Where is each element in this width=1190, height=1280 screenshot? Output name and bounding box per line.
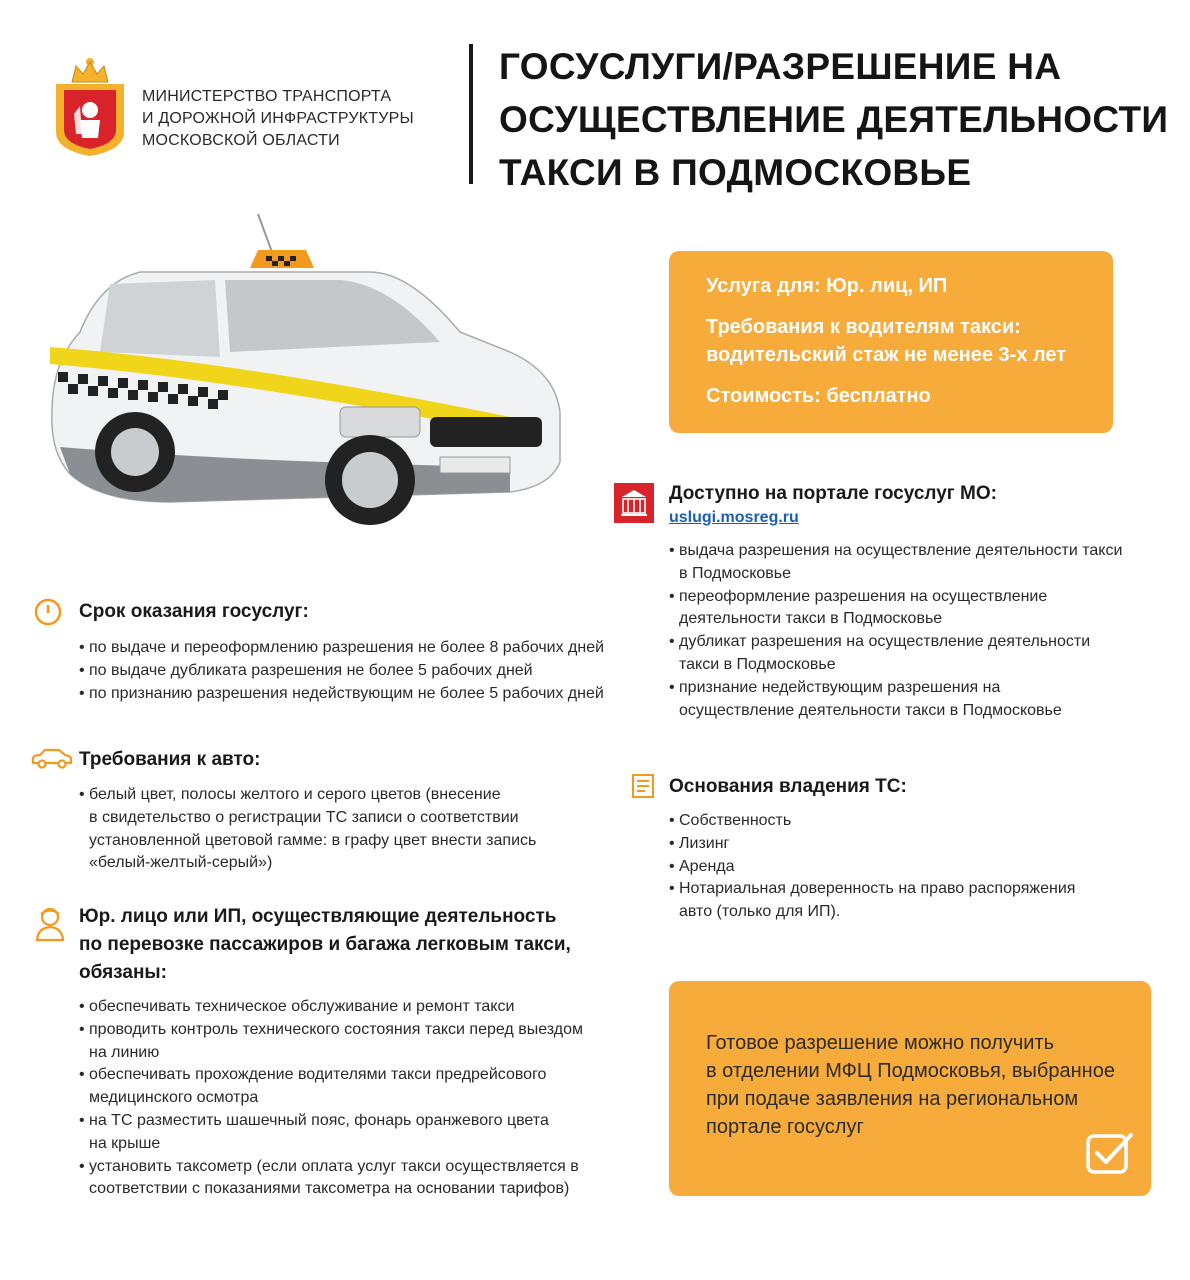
portal-services-list <box>669 540 1122 722</box>
portal-section <box>669 480 997 527</box>
mfc-line: в отделении МФЦ Подмосковья, выбранное <box>706 1060 1115 1082</box>
duties-list <box>79 996 583 1201</box>
portal-icon <box>614 483 654 528</box>
term-heading: Срок оказания госуслуг: <box>79 601 309 622</box>
taxi-car-illustration <box>40 212 570 547</box>
list-item: • обеспечивать прохождение водителями такси предрейсового медицинского осмотра <box>79 1064 583 1110</box>
person-icon <box>35 906 65 947</box>
car-requirements-list <box>79 784 536 875</box>
mfc-line: Готовое разрешение можно получить <box>706 1032 1055 1054</box>
ministry-line: И ДОРОЖНОЙ ИНФРАСТРУКТУРЫ <box>142 110 414 127</box>
list-item: • Нотариальная доверенность на право распоряжения авто (только для ИП). <box>669 878 1075 924</box>
portal-link[interactable]: uslugi.mosreg.ru <box>669 509 799 526</box>
list-item: • на ТС разместить шашечный пояс, фонарь оранжевого цвета на крыше <box>79 1110 583 1156</box>
checkbox-icon <box>1085 1129 1137 1182</box>
list-item: • Аренда <box>669 856 1075 879</box>
page-title <box>499 40 1168 199</box>
list-item: • установить таксометр (если оплата услуг такси осуществляется в соответствии с показаниями таксометра на основании тарифов) <box>79 1156 583 1202</box>
list-item: • Лизинг <box>669 833 1075 856</box>
duties-section <box>79 903 571 987</box>
title-line: ГОСУСЛУГИ/РАЗРЕШЕНИЕ НА <box>499 46 1062 87</box>
list-item: • белый цвет, полосы желтого и серого цветов (внесение в свидетельство о регистрации ТС записи о соответствии установленной цветовой гамме: в графу цвет внести запись «белый-желтый-серый») <box>79 784 536 875</box>
service-info-box <box>669 251 1113 433</box>
service-cost: Стоимость: бесплатно <box>706 385 931 407</box>
header-divider <box>469 44 473 184</box>
duties-heading-line: по перевозке пассажиров и багажа легковым такси, <box>79 934 571 955</box>
title-line: ТАКСИ В ПОДМОСКОВЬЕ <box>499 152 972 193</box>
clock-icon <box>33 597 63 632</box>
title-line: ОСУЩЕСТВЛЕНИЕ ДЕЯТЕЛЬНОСТИ <box>499 99 1169 140</box>
list-item: • по признанию разрешения недействующим не более 5 рабочих дней <box>79 683 604 706</box>
ministry-name <box>142 86 414 152</box>
document-icon <box>629 772 657 805</box>
car-requirements-section <box>79 746 260 774</box>
list-item: • Собственность <box>669 810 1075 833</box>
driver-requirement-value: водительский стаж не менее 3-х лет <box>706 344 1067 366</box>
car-requirements-heading: Требования к авто: <box>79 749 261 770</box>
list-item: • по выдаче дубликата разрешения не более 5 рабочих дней <box>79 660 604 683</box>
mfc-text <box>706 1029 1115 1141</box>
duties-heading-line: Юр. лицо или ИП, осуществляющие деятельность <box>79 906 557 927</box>
moscow-oblast-emblem <box>52 54 128 163</box>
service-for: Услуга для: Юр. лиц, ИП <box>706 275 948 297</box>
list-item: • дубликат разрешения на осуществление деятельности такси в Подмосковье <box>669 631 1122 677</box>
mfc-line: при подаче заявления на региональном <box>706 1088 1079 1110</box>
list-item: • признание недействующим разрешения на осуществление деятельности такси в Подмосковье <box>669 677 1122 723</box>
list-item: • переоформление разрешения на осуществление деятельности такси в Подмосковье <box>669 586 1122 632</box>
portal-heading: Доступно на портале госуслуг МО: <box>669 483 997 504</box>
list-item: • выдача разрешения на осуществление деятельности такси в Подмосковье <box>669 540 1122 586</box>
list-item: • проводить контроль технического состояния такси перед выездом на линию <box>79 1019 583 1065</box>
list-item: • по выдаче и переоформлению разрешения не более 8 рабочих дней <box>79 637 604 660</box>
ownership-list <box>669 810 1075 924</box>
duties-heading-line: обязаны: <box>79 962 167 983</box>
ownership-section <box>669 773 907 801</box>
term-list <box>79 637 604 705</box>
list-item: • обеспечивать техническое обслуживание и ремонт такси <box>79 996 583 1019</box>
ministry-line: МИНИСТЕРСТВО ТРАНСПОРТА <box>142 88 392 105</box>
mfc-line: портале госуслуг <box>706 1116 864 1138</box>
ministry-line: МОСКОВСКОЙ ОБЛАСТИ <box>142 132 340 149</box>
driver-requirement-label: Требования к водителям такси: <box>706 316 1021 338</box>
term-section <box>79 598 309 626</box>
mfc-info-box <box>669 981 1151 1196</box>
car-icon <box>30 747 74 776</box>
ownership-heading: Основания владения ТС: <box>669 776 907 797</box>
